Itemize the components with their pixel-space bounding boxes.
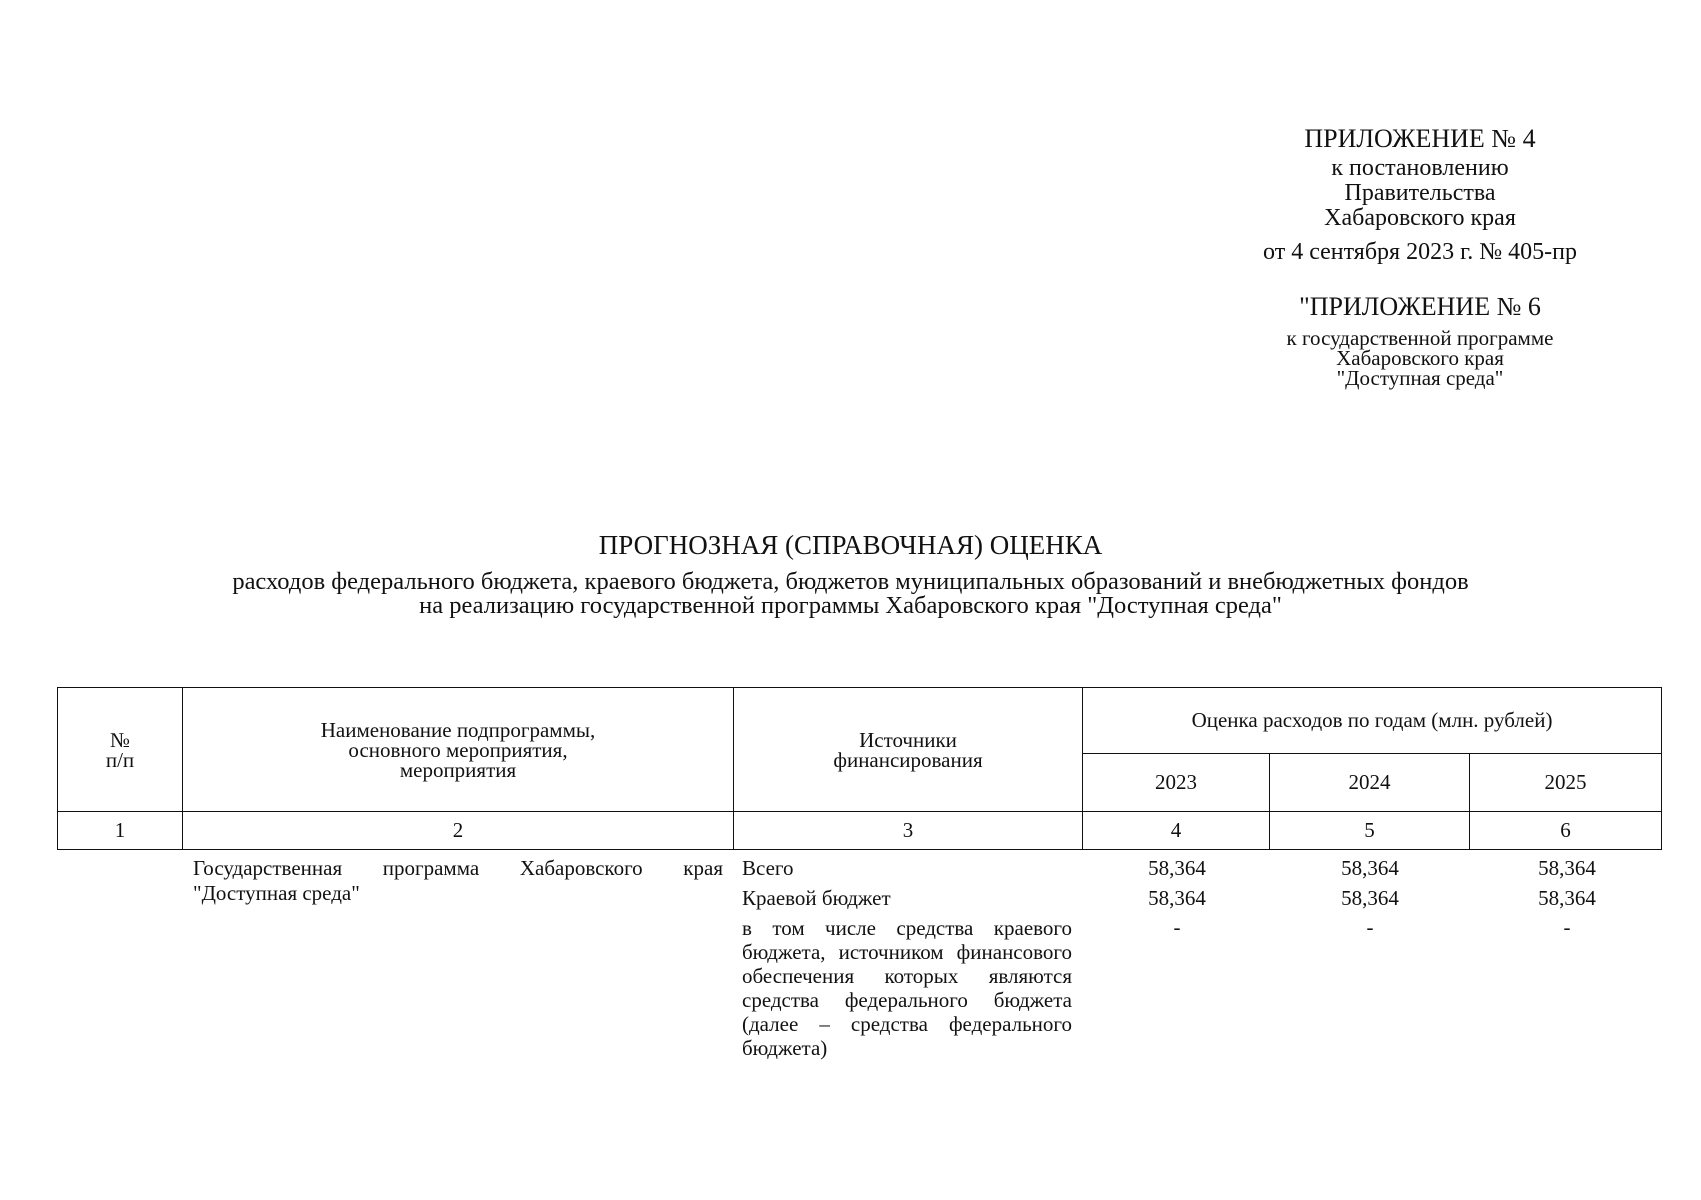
- value-cell: 58,364: [1148, 886, 1206, 910]
- header-year: 2024: [1270, 754, 1470, 812]
- header-name-line: Наименование подпрограммы,: [320, 717, 596, 742]
- header-source-line: финансирования: [833, 747, 983, 772]
- source-regional: Краевой бюджет: [742, 886, 891, 910]
- document-title: ПРОГНОЗНАЯ (СПРАВОЧНАЯ) ОЦЕНКА: [598, 530, 1103, 560]
- header-name-line: мероприятия: [399, 757, 517, 782]
- document-subtitle-line: расходов федерального бюджета, краевого бюджета, бюджетов муниципальных образований и внебюджетных фондов: [232, 568, 1469, 595]
- appendix-line: к постановлению: [1331, 155, 1509, 181]
- header-name: [183, 688, 734, 812]
- appendix-line: Хабаровского края: [1324, 205, 1516, 231]
- appendix-date: от 4 сентября 2023 г. № 405-пр: [1263, 239, 1577, 265]
- column-number: 3: [734, 812, 1083, 850]
- program-appendix-title: "ПРИЛОЖЕНИЕ № 6: [1299, 292, 1541, 321]
- appendix-title: ПРИЛОЖЕНИЕ № 4: [1304, 124, 1536, 153]
- value-cell: 58,364: [1341, 886, 1399, 910]
- value-cell: -: [1563, 915, 1571, 939]
- header-number-line: №: [109, 727, 131, 752]
- value-cell: 58,364: [1148, 856, 1206, 880]
- program-appendix-line: Хабаровского края: [1336, 346, 1504, 370]
- program-appendix-line: к государственной программе: [1286, 326, 1554, 350]
- document-subtitle-line: на реализацию государственной программы Хабаровского края "Доступная среда": [419, 592, 1282, 619]
- appendix-header: [1170, 122, 1670, 267]
- value-cell: 58,364: [1538, 886, 1596, 910]
- value-cell: 58,364: [1341, 856, 1399, 880]
- program-appendix-line: "Доступная среда": [1336, 366, 1504, 390]
- value-cell: -: [1173, 915, 1181, 939]
- header-year: 2025: [1470, 754, 1662, 812]
- header-number: [58, 688, 183, 812]
- header-source-line: Источники: [859, 727, 957, 752]
- column-number: 2: [183, 812, 734, 850]
- header-name-line: основного мероприятия,: [348, 737, 568, 762]
- value-cell: -: [1366, 915, 1374, 939]
- source-federal-funds: в том числе средства краевого бюджета, источником финансового обеспечения которых являются средства федерального бюджета (далее – средства федерального бюджета): [742, 916, 1072, 1060]
- header-number-line: п/п: [105, 747, 135, 772]
- column-number: 1: [58, 812, 183, 850]
- budget-table: [57, 687, 1662, 850]
- header-year: 2023: [1083, 754, 1270, 812]
- column-number: 4: [1083, 812, 1270, 850]
- document-heading: [0, 528, 1701, 618]
- header-estimate: Оценка расходов по годам (млн. рублей): [1083, 688, 1662, 754]
- source-total: Всего: [742, 856, 794, 880]
- value-cell: 58,364: [1538, 856, 1596, 880]
- program-name: Государственная программа Хабаровского края "Доступная среда": [193, 856, 723, 905]
- column-number: 5: [1270, 812, 1470, 850]
- column-number: 6: [1470, 812, 1662, 850]
- header-source: [734, 688, 1083, 812]
- program-appendix-header: [1240, 290, 1600, 388]
- appendix-line: Правительства: [1344, 180, 1496, 206]
